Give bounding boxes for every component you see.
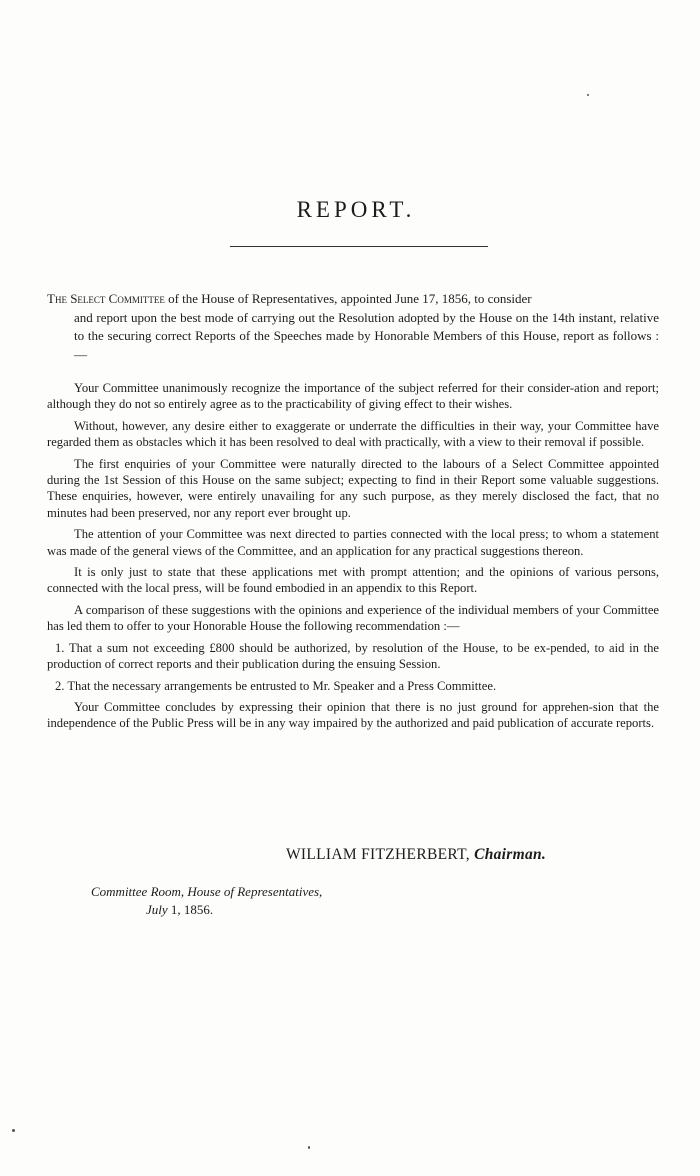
paragraph-difficulties: Without, however, any desire either to exaggerate or underrate the difficulties in their way, your Committee have regarded them as obstacles which it has been resolved to deal with practically, with a view to their removal if possible. [47,418,659,450]
signatory-role: Chairman. [474,846,547,863]
paragraph-first-enquiries: The first enquiries of your Committee were naturally directed to the labours of a Select Committee appointed during the 1st Session of this House on the same subject; expecting to find in their Report some valuable suggestions. These enquiries, however, were entirely unavailing for any such purpose, as they merely disclosed the fact, that no minutes had been preserved, nor any report ever brought up. [47,456,659,520]
intro-lead: The Select Committee [47,291,165,306]
report-body [47,380,659,737]
committee-location: Committee Room, House of Representatives, [91,884,323,899]
intro-rest: and report upon the best mode of carrying out the Resolution adopted by the House on the 14th instant, relative to the securing correct Reports of the Speeches made by Honorable Members of this House, report as follows :— [74,309,659,362]
intro-paragraph [47,290,659,364]
report-date [146,902,213,918]
report-title: REPORT. [296,197,416,222]
paper-speck [587,94,589,96]
paragraph-closing: Your Committee concludes by expressing their opinion that there is no just ground for apprehen-sion that the independence of the Public Press will be in any way impaired by the authorized and paid publication of accurate reports. [47,699,659,731]
paragraph-comparison: A comparison of these suggestions with the opinions and experience of the individual members of your Committee has led them to offer to your Honorable House the following recommendation :— [47,602,659,634]
signature-line [286,846,666,864]
recommendation-item-2: 2. That the necessary arrangements be entrusted to Mr. Speaker and a Press Committee. [55,678,497,693]
recommendation-item-1: 1. That a sum not exceeding £800 should be authorized, by resolution of the House, to be ex-pended, to aid in the production of correct reports and their publication during the ensuing Session. [47,640,659,672]
paper-speck [308,1146,310,1149]
signatory-name: WILLIAM FITZHERBERT, [286,846,470,863]
paragraph-applications: It is only just to state that these applications met with prompt attention; and the opinions of various persons, connected with the local press, will be found embodied in an appendix to this Report. [47,565,659,596]
paragraph-local-press: The attention of your Committee was next directed to parties connected with the local press; to whom a statement was made of the general views of the Committee, and an application for any practical suggestions thereon. [47,527,659,558]
paper-speck [12,1129,15,1132]
paragraph-importance: Your Committee unanimously recognize the importance of the subject referred for their consider-ation and report; although they do not so entirely agree as to the practicability of giving effect to their wishes. [47,381,659,412]
report-date-month: July [146,902,168,917]
report-date-rest: 1, 1856. [167,902,214,917]
title-rule [230,246,488,247]
intro-text: of the House of Representatives, appointed June 17, 1856, to consider [164,291,532,306]
